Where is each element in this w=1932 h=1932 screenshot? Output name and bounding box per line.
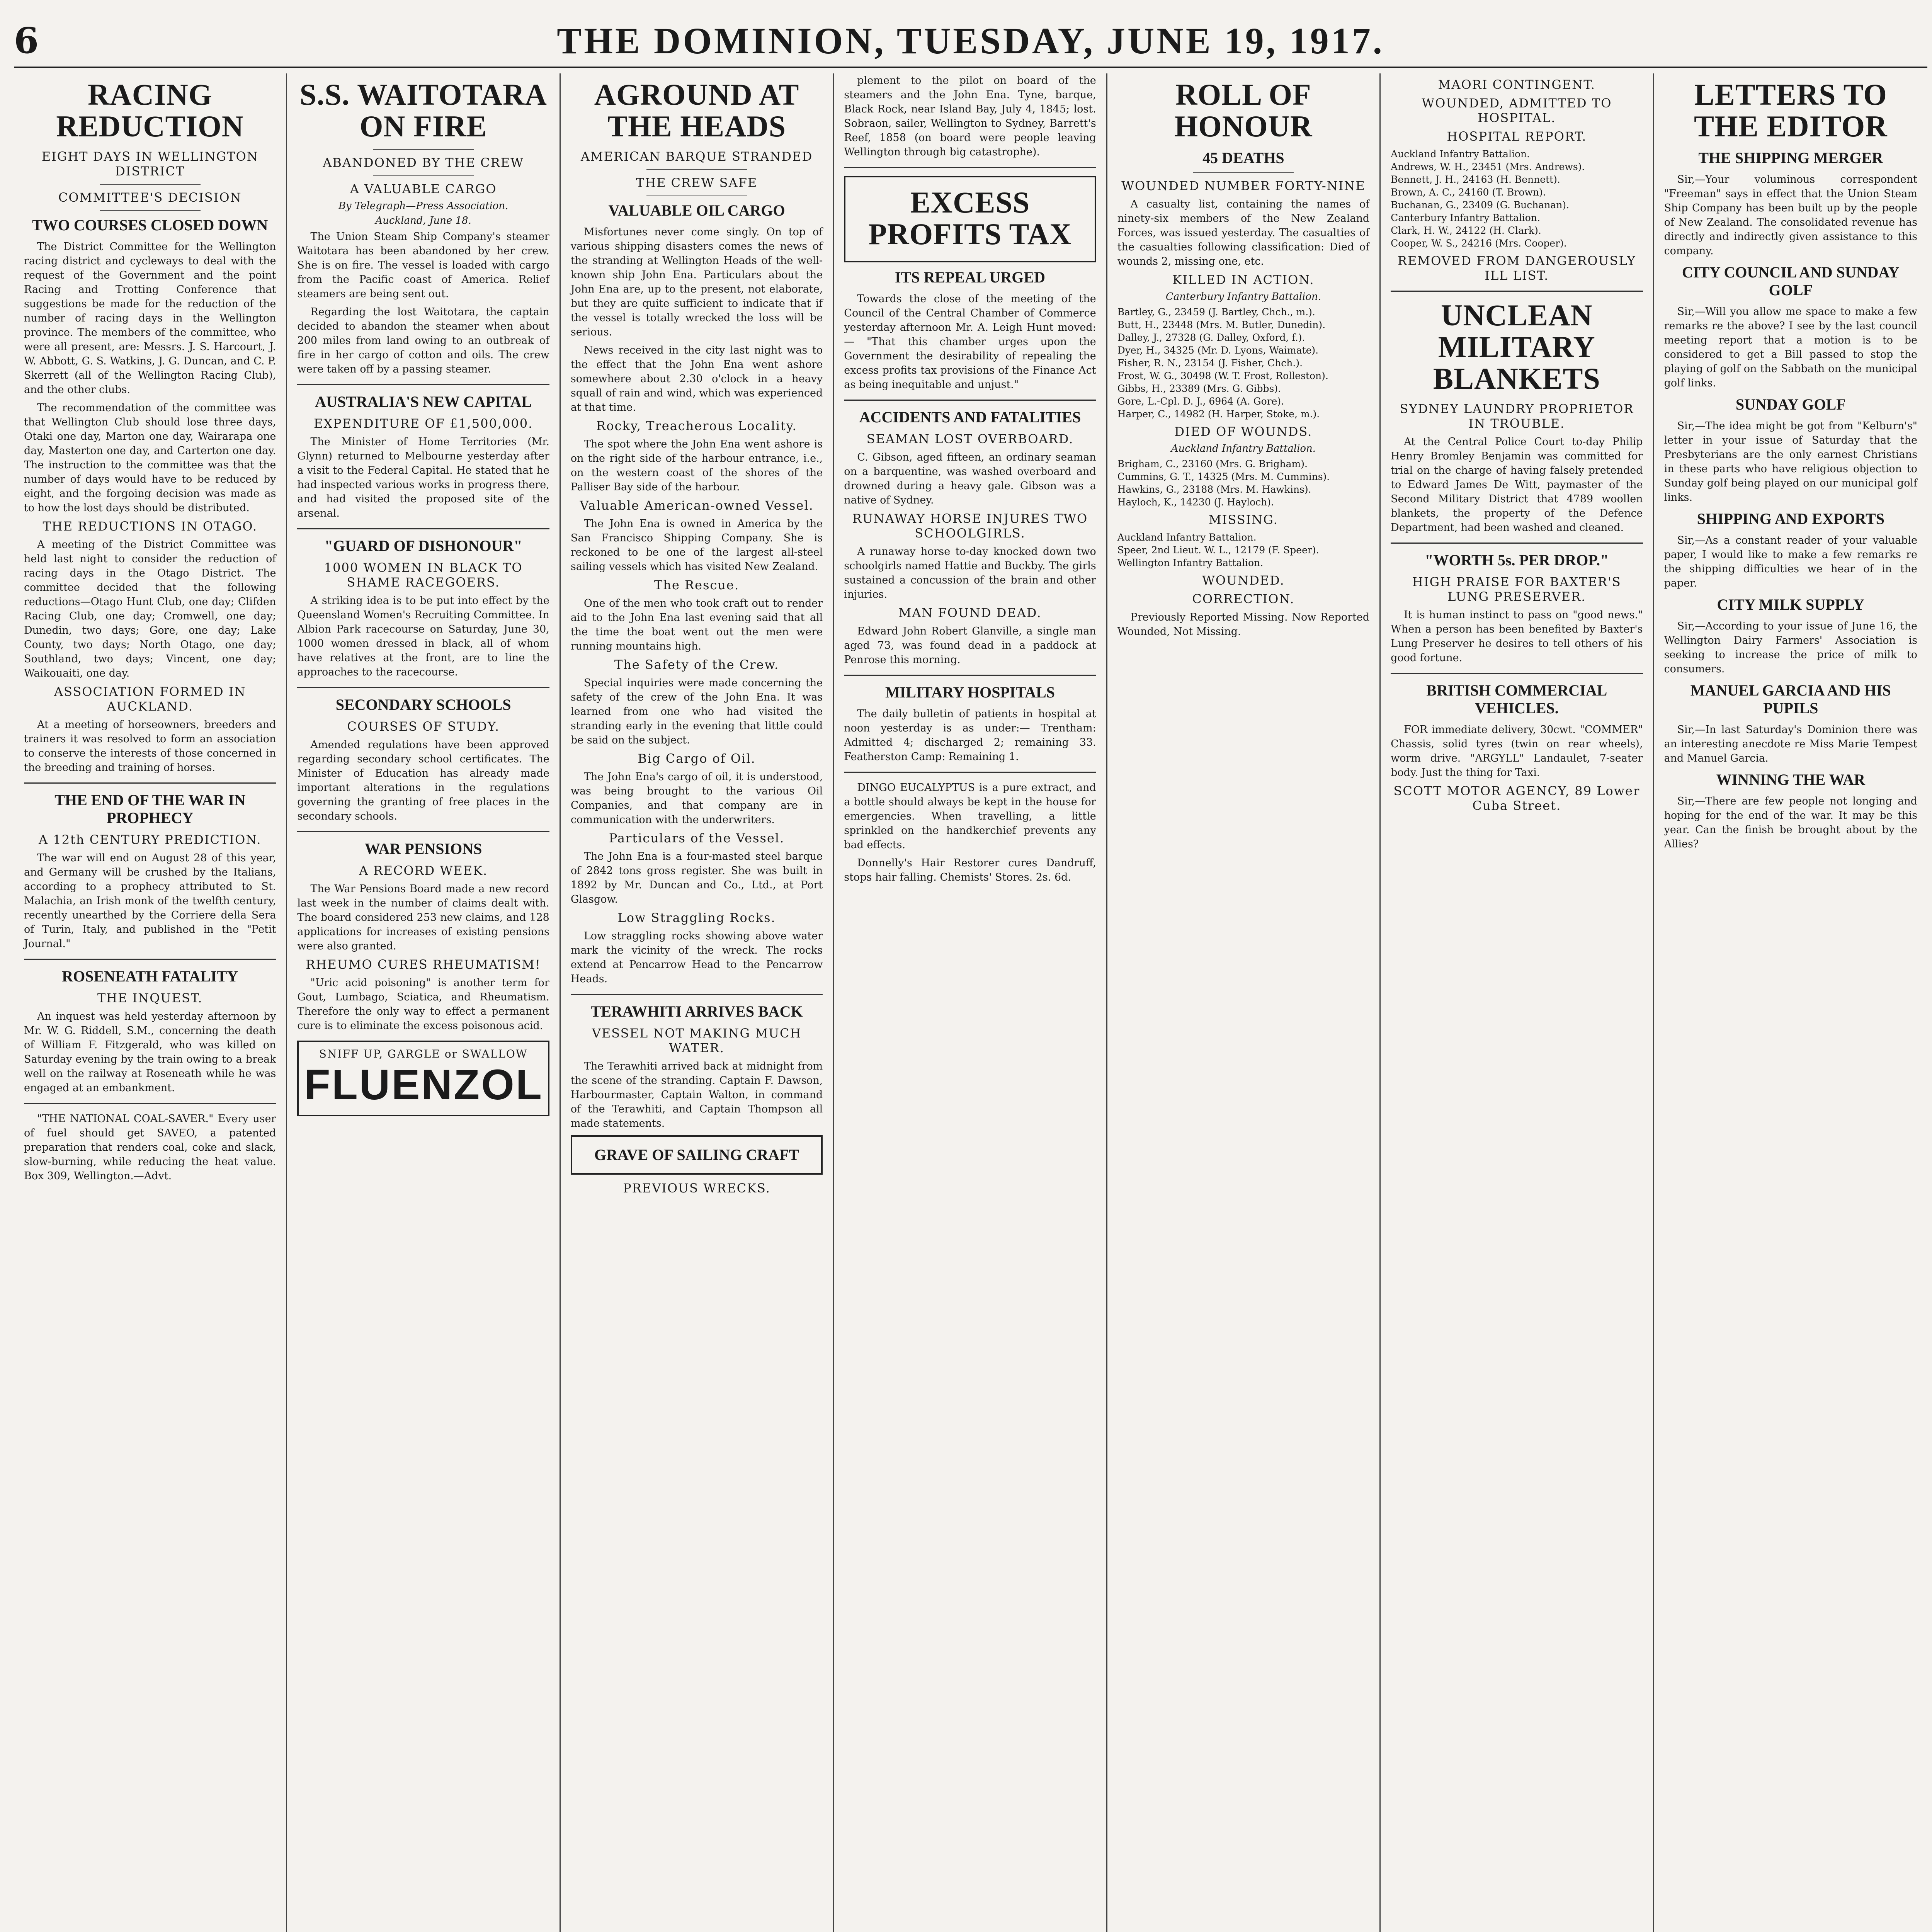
subhead: Low Straggling Rocks. bbox=[617, 910, 776, 925]
divider bbox=[373, 175, 474, 176]
headline-pensions: WAR PENSIONS bbox=[364, 840, 482, 857]
divider bbox=[1193, 172, 1294, 173]
rule bbox=[571, 994, 823, 995]
section-heading: MAORI CONTINGENT. bbox=[1438, 77, 1596, 92]
dateline: Auckland, June 18. bbox=[375, 214, 471, 226]
section-heading: DIED OF WOUNDS. bbox=[1174, 424, 1313, 439]
section-heading: REMOVED FROM DANGEROUSLY ILL LIST. bbox=[1397, 253, 1636, 283]
subhead: ASSOCIATION FORMED IN AUCKLAND. bbox=[54, 684, 246, 714]
headline-roll-of-honour: ROLL OF HONOUR bbox=[1174, 78, 1313, 143]
rule bbox=[297, 384, 549, 385]
subhead: THE SHIPPING MERGER bbox=[1698, 149, 1883, 167]
rule bbox=[844, 772, 1096, 773]
headline-schools: SECONDARY SCHOOLS bbox=[335, 696, 511, 713]
article-text: News received in the city last night was to the effect that the John Ena went ashore somewhere about 2.30 o'clock in a heavy squall of rain and wind, which was experienced at that time. bbox=[570, 344, 823, 413]
headline-worth: "WORTH 5s. PER DROP." bbox=[1425, 551, 1609, 569]
rule bbox=[297, 831, 549, 832]
article-text: At a meeting of horseowners, breeders and trainers it was resolved to form an association to conserve the interests of those concerned in the breeding and training of horses. bbox=[24, 718, 276, 774]
rule bbox=[1391, 291, 1643, 292]
headline-war-prophecy: THE END OF THE WAR IN PROPHECY bbox=[54, 791, 246, 827]
newspaper-title: THE DOMINION, TUESDAY, JUNE 19, 1917. bbox=[557, 20, 1384, 61]
article-text: Sir,—According to your issue of June 16, the Wellington Dairy Farmers' Association is seeking to increase the price of milk to consumers. bbox=[1664, 620, 1917, 675]
list-item: Gore, L.-Cpl. D. J., 6964 (A. Gore). bbox=[1117, 395, 1284, 407]
headline-winning-war: WINNING THE WAR bbox=[1716, 770, 1865, 788]
subhead: SYDNEY LAUNDRY PROPRIETOR IN TROUBLE. bbox=[1400, 401, 1634, 431]
headline-shipping: SHIPPING AND EXPORTS bbox=[1697, 510, 1884, 527]
list-item: Frost, W. G., 30498 (W. T. Frost, Rolleston). bbox=[1117, 370, 1328, 381]
article-text: Sir,—As a constant reader of your valuable paper, I would like to make a few remarks re the shipping difficulties we hear of in the paper. bbox=[1664, 534, 1917, 589]
headline-hospitals: MILITARY HOSPITALS bbox=[885, 683, 1055, 701]
subhead: THE REDUCTIONS IN OTAGO. bbox=[43, 519, 257, 534]
section-heading: WOUNDED. bbox=[1202, 573, 1285, 588]
column-4 bbox=[834, 73, 1107, 1932]
article-text: Edward John Robert Glanville, a single man aged 73, was found dead in a paddock at Penrose this morning. bbox=[844, 625, 1096, 666]
article-text: Previously Reported Missing. Now Reported Wounded, Not Missing. bbox=[1117, 611, 1370, 638]
divider bbox=[373, 149, 474, 150]
list-item: Dyer, H., 34325 (Mr. D. Lyons, Waimate). bbox=[1117, 344, 1319, 356]
subhead: RHEUMO CURES RHEUMATISM! bbox=[306, 957, 541, 972]
list-item: Cummins, G. T., 14325 (Mrs. M. Cummins). bbox=[1117, 471, 1330, 482]
section-heading: CORRECTION. bbox=[1192, 591, 1295, 606]
list-item: Dalley, J., 27328 (G. Dalley, Oxford, f.). bbox=[1117, 332, 1305, 343]
article-text: A runaway horse to-day knocked down two schoolgirls named Hattie and Buckby. The girls sustained a concussion of the brain and other injuries. bbox=[844, 545, 1096, 600]
list-item: Cooper, W. S., 24216 (Mrs. Cooper). bbox=[1391, 238, 1567, 249]
article-text: The War Pensions Board made a new record last week in the number of claims dealt with. The board considered 253 new claims, and 128 applications for increases of existing pensions were also granted. bbox=[297, 883, 549, 952]
advert-tagline: SNIFF UP, GARGLE or SWALLOW bbox=[319, 1047, 528, 1060]
subhead: WOUNDED NUMBER FORTY-NINE bbox=[1121, 178, 1366, 193]
divider bbox=[100, 184, 201, 185]
rule bbox=[844, 675, 1096, 676]
article-text: "Uric acid poisoning" is another term for Gout, Lumbago, Sciatica, and Rheumatism. Therefore the only way to effect a permanent cure is to eliminate the excess poisonous acid. bbox=[297, 976, 549, 1032]
article-text: The Minister of Home Territories (Mr. Glynn) returned to Melbourne yesterday after a visit to the Federal Capital. He stated that he had inspected various works in progress there, and had visited the proposed site of the arsenal. bbox=[297, 435, 549, 519]
headline-waitotara: S.S. WAITOTARA ON FIRE bbox=[299, 78, 547, 143]
article-text: The recommendation of the committee was that Wellington Club should lose three days, Otaki one day, Marton one day, Wairarapa one day, Masterton one day, and Carterton one day. The instruction to the committee was that the number of days would have to be reduced by eight, and the forgoing decision was made as to how the lost days should be distributed. bbox=[24, 401, 276, 514]
headline-racing: RACING REDUCTION bbox=[56, 78, 244, 143]
list-item: Auckland Infantry Battalion. bbox=[1391, 148, 1530, 160]
subhead: EXPENDITURE OF £1,500,000. bbox=[314, 416, 533, 431]
subhead: THE INQUEST. bbox=[97, 990, 203, 1005]
advertisement: "THE NATIONAL COAL-SAVER." Every user of fuel should get SAVEO, a patented preparation that renders coal, coke and slack, slow-burning, while reducing the heat value. Box 309, Wellington.—Advt. bbox=[24, 1112, 276, 1182]
boxed-heading bbox=[844, 176, 1096, 262]
subhead: THE CREW SAFE bbox=[636, 175, 758, 190]
article-text: The John Ena's cargo of oil, it is understood, was being brought to the various Oil Companies, and that company are in communication with the underwriters. bbox=[570, 770, 823, 826]
list-item: Auckland Infantry Battalion. bbox=[1117, 531, 1257, 543]
subhead: EIGHT DAYS IN WELLINGTON DISTRICT bbox=[41, 149, 259, 179]
headline-blankets: UNCLEAN MILITARY BLANKETS bbox=[1433, 298, 1600, 395]
list-item: Gibbs, H., 23389 (Mrs. G. Gibbs). bbox=[1117, 383, 1281, 394]
column-2 bbox=[287, 73, 560, 1932]
list-item: Clark, H. W., 24122 (H. Clark). bbox=[1391, 225, 1541, 236]
fluenzol-advert bbox=[297, 1041, 549, 1116]
article-text: Sir,—There are few people not longing and hoping for the end of the war. It may be this year. Can the finish be brought about by the Allies? bbox=[1664, 795, 1917, 850]
list-item: Fisher, R. N., 23154 (J. Fisher, Chch.). bbox=[1117, 357, 1303, 369]
rule bbox=[1391, 673, 1643, 674]
headline-terawhiti: TERAWHITI ARRIVES BACK bbox=[590, 1002, 803, 1020]
section-heading: MISSING. bbox=[1208, 512, 1278, 527]
advert-footer: SCOTT MOTOR AGENCY, 89 Lower Cuba Street. bbox=[1393, 783, 1640, 813]
article-text: Low straggling rocks showing above water mark the vicinity of the wreck. The rocks extend at Pencarrow Head to the Pencarrow Heads. bbox=[570, 930, 823, 985]
hospital-list bbox=[1391, 148, 1643, 250]
divider bbox=[100, 210, 201, 211]
headline-milk: CITY MILK SUPPLY bbox=[1717, 595, 1865, 613]
article-text: The Union Steam Ship Company's steamer Waitotara has been abandoned by her crew. She is on fire. The vessel is loaded with cargo from the Pacific coast of America. Relief steamers are being sent out. bbox=[297, 230, 549, 300]
article-text: The war will end on August 28 of this year, and Germany will be crushed by the Italians, according to a prophecy attributed to St. Malachia, an Irish monk of the twelfth century, recently unearthed by the Corriere della Sera of Turin, Italy, and published in the "Petit Journal." bbox=[24, 852, 276, 950]
headline-dishonour: "GUARD OF DISHONOUR" bbox=[324, 537, 522, 554]
headline-australia: AUSTRALIA'S NEW CAPITAL bbox=[315, 393, 532, 410]
headline-garcia: MANUEL GARCIA AND HIS PUPILS bbox=[1690, 681, 1891, 717]
article-text: A striking idea is to be put into effect by the Queensland Women's Recruiting Committee. In Albion Park racecourse on Saturday, June 30, 1000 women dressed in black, all of whom have relatives at the front, are to line the approaches to the racecourse. bbox=[297, 594, 549, 678]
rule bbox=[297, 528, 549, 529]
died-list bbox=[1117, 457, 1369, 509]
article-text: The Terawhiti arrived back at midnight from the scene of the stranding. Captain F. Dawson, Harbourmaster, Captain Walton, in command of the Terawhiti, and Captain Thompson all made statements. bbox=[570, 1060, 823, 1129]
list-item: Brown, A. C., 24160 (T. Brown). bbox=[1391, 187, 1546, 198]
section-heading: WOUNDED, ADMITTED TO HOSPITAL. bbox=[1422, 96, 1612, 125]
subhead: TWO COURSES CLOSED DOWN bbox=[32, 216, 268, 234]
unit-heading: Canterbury Infantry Battalion. bbox=[1165, 291, 1321, 303]
article-text: The spot where the John Ena went ashore is on the right side of the harbour entrance, i.e., on the western coast of the shores of the Palliser Bay side of the harbour. bbox=[570, 438, 823, 493]
headline-roseneath: ROSENEATH FATALITY bbox=[62, 967, 238, 985]
subhead: VESSEL NOT MAKING MUCH WATER. bbox=[592, 1026, 802, 1055]
article-text: Amended regulations have been approved regarding secondary school certificates. The Minister of Education has already made important alterations in the regulations governing the granting of free places in the secondary schools. bbox=[297, 738, 549, 822]
rule bbox=[844, 167, 1096, 168]
article-text: A meeting of the District Committee was held last night to consider the reduction of racing days in the Otago District. The committee decided that the following reductions—Otago Hunt Club, one day; Clifden Racing Club, one day; Cromwell, one day; Dunedin, two days; Gore, one day; Lake County, two days; North Otago, one day; Southland, two days; Vincent, one day; Waikouaiti, one day. bbox=[24, 538, 276, 679]
subhead: AMERICAN BARQUE STRANDED bbox=[580, 149, 813, 164]
article-text: One of the men who took craft out to render aid to the John Ena last evening said that all the time the boat went out the men were running mountains high. bbox=[570, 597, 823, 652]
column-3 bbox=[561, 73, 834, 1932]
killed-list bbox=[1117, 306, 1369, 420]
rule bbox=[24, 782, 276, 784]
article-text: At the Central Police Court to-day Philip Henry Bromley Benjamin was committed for trial on the charge of having falsely pretended to Edward James De Witt, paymaster of the Second Military District that 4789 woollen blankets, the property of the Defence Department, had been washed and cleaned. bbox=[1391, 435, 1643, 534]
subhead: The Safety of the Crew. bbox=[614, 657, 779, 672]
subhead: The Rescue. bbox=[654, 577, 740, 592]
masthead bbox=[14, 15, 1927, 68]
subhead: 45 DEATHS bbox=[1202, 149, 1284, 167]
article-text: The District Committee for the Wellington racing district and cycleways to deal with the request of the Government and the point Racing and Trotting Conference that suggestions be made for the reduction of the number of racing days in the Wellington province. The members of the committee, who were all present, are: Messrs. J. S. Harcourt, J. W. Abbott, G. S. Watkins, J. G. Duncan, and C. P. Skerrett (all of the Wellington Racing Club), and the other clubs. bbox=[24, 240, 276, 396]
missing-list bbox=[1117, 531, 1369, 569]
column-5 bbox=[1107, 73, 1381, 1932]
subhead: Particulars of the Vessel. bbox=[609, 830, 785, 845]
list-item: Wellington Infantry Battalion. bbox=[1117, 557, 1264, 568]
subhead: Valuable American-owned Vessel. bbox=[580, 498, 814, 513]
list-item: Canterbury Infantry Battalion. bbox=[1391, 212, 1540, 223]
subhead: A VALUABLE CARGO bbox=[350, 181, 497, 196]
advert-heading: BRITISH COMMERCIAL VEHICLES. bbox=[1426, 681, 1607, 717]
list-item: Bartley, G., 23459 (J. Bartley, Chch., m.). bbox=[1117, 306, 1315, 318]
subhead: COMMITTEE'S DECISION bbox=[58, 190, 242, 205]
subhead: Big Cargo of Oil. bbox=[638, 751, 756, 766]
article-text: Towards the close of the meeting of the Council of the Central Chamber of Commerce yesterday afternoon Mr. A. Leigh Hunt moved:— "That this chamber urges upon the Government the desirability of repealing the excess profits tax provisions of the Finance Act as being inequitable and unjust." bbox=[844, 293, 1096, 391]
advertisement: FOR immediate delivery, 30cwt. "COMMER" Chassis, solid tyres (twin on rear wheels), worm drive. "ARGYLL" Landaulet, 7-seater body. Just the thing for Taxi. bbox=[1391, 723, 1643, 779]
subhead: PREVIOUS WRECKS. bbox=[623, 1180, 770, 1196]
article-text: Misfortunes never come singly. On top of various shipping disasters comes the news of the stranding at Wellington Heads of the well-known ship John Ena. Particulars about the John Ena are, up to the present, not elaborate, but they are quite sufficient to indicate that if the vessel is totally wrecked the loss will be serious. bbox=[570, 226, 823, 338]
section-heading: HOSPITAL REPORT. bbox=[1447, 129, 1587, 144]
article-text: C. Gibson, aged fifteen, an ordinary seaman on a barquentine, was washed overboard and drowned during a heavy gale. Gibson was a native of Sydney. bbox=[844, 451, 1096, 506]
subhead: A 12th CENTURY PREDICTION. bbox=[39, 832, 262, 847]
advert-brand: FLUENZOL bbox=[304, 1061, 543, 1109]
headline-letters: LETTERS TO THE EDITOR bbox=[1694, 78, 1888, 143]
subhead: RUNAWAY HORSE INJURES TWO SCHOOLGIRLS. bbox=[852, 511, 1088, 541]
headline-grave: GRAVE OF SAILING CRAFT bbox=[594, 1146, 799, 1163]
subhead: SEAMAN LOST OVERBOARD. bbox=[866, 431, 1074, 446]
article-text: An inquest was held yesterday afternoon by Mr. W. G. Riddell, S.M., concerning the death of William F. Fitzgerald, who was killed on Saturday evening by the train owing to a break well on the railway at Roseneath while he was engaged at an embankment. bbox=[24, 1010, 276, 1094]
list-item: Buchanan, G., 23409 (G. Buchanan). bbox=[1391, 199, 1570, 211]
page-number: 6 bbox=[14, 20, 39, 61]
subhead: Rocky, Treacherous Locality. bbox=[596, 418, 797, 433]
rule bbox=[297, 687, 549, 688]
article-text: plement to the pilot on board of the steamers and the John Ena. Tyne, barque, Black Rock, near Island Bay, July 4, 1845; lost. Sobraon, sailer, Wellington to Sydney, Barrett's Reef, 1858 (on board were people leaving Wellington through big catastrophe). bbox=[844, 75, 1096, 158]
columns bbox=[14, 73, 1927, 1932]
subhead: 1000 WOMEN IN BLACK TO SHAME RACEGOERS. bbox=[324, 560, 523, 590]
subhead: HIGH PRAISE FOR BAXTER'S LUNG PRESERVER. bbox=[1412, 574, 1621, 604]
list-item: Bennett, J. H., 24163 (H. Bennett). bbox=[1391, 174, 1560, 185]
subhead: ITS REPEAL URGED bbox=[895, 268, 1045, 286]
article-text: Sir,—Your voluminous correspondent "Freeman" says in effect that the Union Steam Ship Company has been built up by the people of New Zealand. The consolidated revenue has directly and indirectly given assistance to this company. bbox=[1664, 173, 1917, 257]
article-text: Sir,—The idea might be got from "Kelburn's" letter in your issue of Saturday that the Presbyterians are the only earnest Christians in these parts who have religious objection to Sunday golf being played on our municipal golf links. bbox=[1664, 420, 1917, 503]
list-item: Hawkins, G., 23188 (Mrs. M. Hawkins). bbox=[1117, 483, 1311, 495]
unit-heading: Auckland Infantry Battalion. bbox=[1171, 442, 1316, 454]
headline-golf: CITY COUNCIL AND SUNDAY GOLF bbox=[1682, 263, 1900, 299]
rule bbox=[1391, 543, 1643, 544]
headline-excess-profits: EXCESS PROFITS TAX bbox=[868, 185, 1072, 251]
list-item: Brigham, C., 23160 (Mrs. G. Brigham). bbox=[1117, 458, 1308, 469]
article-text: Sir,—Will you allow me space to make a few remarks re the above? I see by the last council meeting report that a motion is to be considered to get a Bill passed to stop the playing of golf on the Sabbath on the municipal golf links. bbox=[1664, 305, 1917, 389]
divider bbox=[646, 169, 747, 170]
rule bbox=[844, 400, 1096, 401]
rule bbox=[24, 1103, 276, 1104]
subhead: VALUABLE OIL CARGO bbox=[608, 201, 785, 219]
article-text: The daily bulletin of patients in hospital at noon yesterday is as under:— Trentham: Admitted 4; discharged 2; remaining 33. Featherston Camp: Remaining 1. bbox=[844, 707, 1096, 763]
article-text: It is human instinct to pass on "good news." When a person has been benefited by Baxter's Lung Preserver he desires to tell others of his good fortune. bbox=[1391, 609, 1643, 664]
headline-accidents: ACCIDENTS AND FATALITIES bbox=[859, 408, 1081, 426]
advertisement: Donnelly's Hair Restorer cures Dandruff, stops hair falling. Chemists' Stores. 2s. 6d. bbox=[844, 857, 1096, 883]
article-text: The John Ena is owned in America by the San Francisco Shipping Company. She is reckoned to be one of the largest all-steel sailing vessels which has visited New Zealand. bbox=[570, 517, 823, 573]
list-item: Hayloch, K., 14230 (J. Hayloch). bbox=[1117, 496, 1274, 508]
article-text: Sir,—In last Saturday's Dominion there was an interesting anecdote re Miss Marie Tempest and Manuel Garcia. bbox=[1664, 723, 1917, 764]
headline-aground: AGROUND AT THE HEADS bbox=[594, 78, 799, 143]
subhead: A RECORD WEEK. bbox=[359, 863, 488, 878]
list-item: Speer, 2nd Lieut. W. L., 12179 (F. Speer). bbox=[1117, 544, 1319, 556]
credit: By Telegraph—Press Association. bbox=[338, 200, 509, 212]
column-7 bbox=[1654, 73, 1927, 1932]
article-text: Regarding the lost Waitotara, the captain decided to abandon the steamer when about 200 miles from land owing to an outbreak of fire in her cargo of cotton and oils. The crew were taken off by a passing steamer. bbox=[297, 306, 549, 375]
article-text: The John Ena is a four-masted steel barque of 2842 tons gross register. She was built in 1892 by Mr. Duncan and Co., Ltd., at Port Glasgow. bbox=[570, 850, 823, 905]
article-text: Special inquiries were made concerning the safety of the crew of the John Ena. It was learned from one who had visited the stranding early in the evening that little could be said on the subject. bbox=[570, 677, 823, 746]
subhead: COURSES OF STUDY. bbox=[347, 719, 500, 734]
column-6 bbox=[1381, 73, 1654, 1932]
list-item: Butt, H., 23448 (Mrs. M. Butler, Dunedin). bbox=[1117, 319, 1326, 330]
subhead: MAN FOUND DEAD. bbox=[898, 605, 1042, 620]
article-text: A casualty list, containing the names of ninety-six members of the New Zealand Forces, was issued yesterday. The casualties of the casualties following classification: Died of wounds 2, missing one, etc. bbox=[1117, 198, 1370, 267]
boxed-heading bbox=[571, 1135, 823, 1175]
list-item: Harper, C., 14982 (H. Harper, Stoke, m.). bbox=[1117, 408, 1320, 420]
rule bbox=[24, 959, 276, 960]
subhead: ABANDONED BY THE CREW bbox=[323, 155, 524, 170]
headline-sunday-golf: SUNDAY GOLF bbox=[1735, 395, 1846, 413]
section-heading: KILLED IN ACTION. bbox=[1172, 272, 1315, 287]
advertisement: DINGO EUCALYPTUS is a pure extract, and a bottle should always be kept in the house for emergencies. When travelling, a little sprinkled on the handkerchief prevents any bad effects. bbox=[844, 781, 1096, 851]
list-item: Andrews, W. H., 23451 (Mrs. Andrews). bbox=[1391, 161, 1585, 172]
column-1 bbox=[14, 73, 287, 1932]
